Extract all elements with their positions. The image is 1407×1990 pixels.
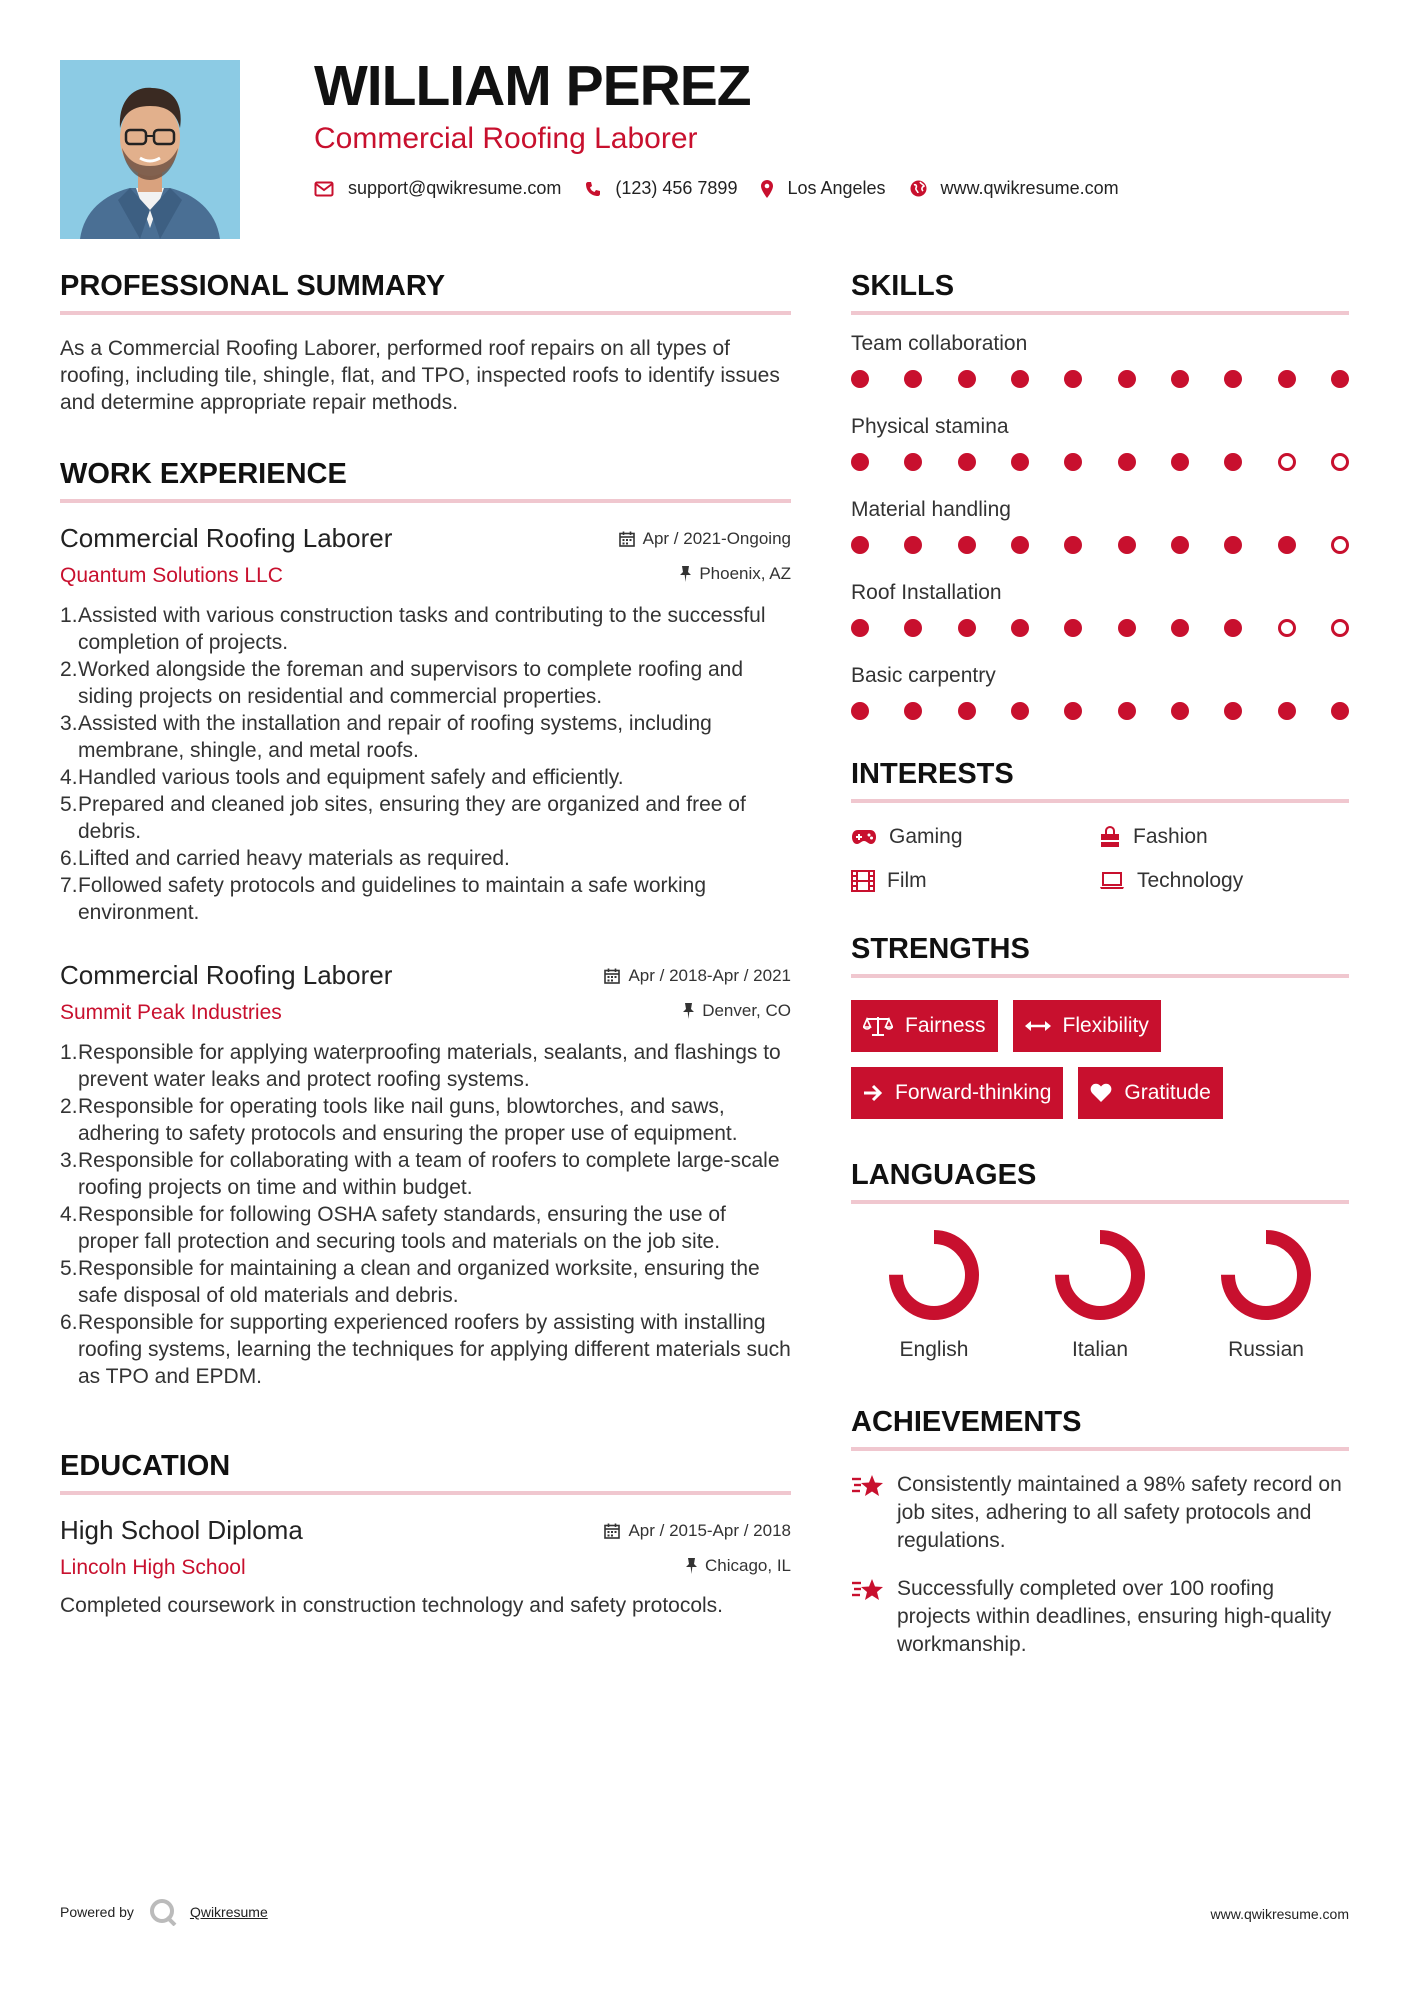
experience-section [60,460,791,1390]
language-item [1183,1228,1349,1362]
strengths-section [851,935,1349,1119]
rating-dot-filled [1278,370,1296,388]
phone-icon [585,181,601,197]
language-level-ring [1053,1228,1147,1322]
powered-by-text: Powered by [60,1904,134,1920]
languages-section [851,1161,1349,1362]
rating-dot-filled [1171,370,1189,388]
rating-dot-filled [1064,536,1082,554]
strength-label: Gratitude [1124,1081,1211,1104]
rating-dot-filled [1224,370,1242,388]
job-date-text: Apr / 2018-Apr / 2021 [628,966,791,985]
globe-icon [910,180,927,197]
interest-item [1099,825,1349,849]
skills-section [851,272,1349,720]
arrow-right-icon [863,1084,883,1102]
rating-dot-filled [958,619,976,637]
skill-name: Basic carpentry [851,664,996,687]
duty-item: Assisted with various construction tasks and contributing to the successful completion of projects. [78,604,766,654]
rating-dot-filled [1011,536,1029,554]
duty-item: Assisted with the installation and repair of roofing systems, including membrane, shingle, and metal roofs. [78,712,712,762]
experience-heading: WORK EXPERIENCE [60,460,791,503]
job-title: Commercial Roofing Laborer [60,523,393,553]
job-entry [60,523,791,926]
interest-label: Fashion [1133,825,1208,848]
duty-item: Prepared and cleaned job sites, ensuring they are organized and free of debris. [78,793,746,843]
job-location-text: Phoenix, AZ [699,564,791,583]
duty-item: Responsible for operating tools like nail guns, blowtorches, and saws, adhering to safety protocols and ensuring the proper use of equipment. [78,1095,738,1145]
interests-list [851,825,1349,893]
duty-item: Responsible for collaborating with a team of roofers to complete large-scale roofing projects on time and within budget. [78,1149,780,1199]
job-duties [60,602,791,926]
language-name: Russian [1228,1338,1304,1361]
job-entry [60,960,791,1390]
skill-item [851,665,1349,720]
qwikresume-logo-icon [148,1898,178,1926]
rating-dot-filled [1278,702,1296,720]
balance-scale-icon [863,1015,893,1037]
job-duties [60,1039,791,1390]
contact-email-text: support@qwikresume.com [348,178,562,198]
language-item [851,1228,1017,1362]
job-location [683,1001,791,1021]
laptop-icon [1099,872,1125,890]
rating-dot-filled [1171,536,1189,554]
language-name: Italian [1071,1338,1129,1361]
footer-website[interactable]: www.qwikresume.com [1210,1906,1349,1922]
skill-name: Roof Installation [851,581,1002,604]
rating-dot-filled [958,370,976,388]
contact-website[interactable] [910,178,1119,199]
achievements-heading: ACHIEVEMENTS [851,1408,1349,1451]
rating-dot-filled [958,536,976,554]
envelope-icon [314,181,334,197]
rating-dot-filled [1118,619,1136,637]
duty-item: Responsible for maintaining a clean and organized worksite, ensuring the safe disposal of old materials and debris. [78,1257,760,1307]
pushpin-icon [683,1003,694,1019]
skill-rating [851,702,1349,720]
duty-item: Responsible for applying waterproofing materials, sealants, and flashings to prevent water leaks and protect roofing systems. [78,1041,781,1091]
interest-label: Technology [1137,869,1244,892]
map-marker-icon [761,180,773,198]
rating-dot-filled [851,536,869,554]
film-icon [851,870,875,892]
rating-dot-filled [1224,702,1242,720]
education-location [686,1556,791,1576]
rating-dot-filled [958,453,976,471]
job-company: Summit Peak Industries [60,1001,282,1024]
languages-heading: LANGUAGES [851,1161,1349,1204]
strengths-heading: STRENGTHS [851,935,1349,978]
rating-dot-filled [1224,453,1242,471]
education-description: Completed coursework in construction technology and safety protocols. [60,1594,724,1617]
skill-rating [851,536,1349,554]
strength-label: Forward-thinking [895,1081,1052,1104]
rating-dot-filled [1064,370,1082,388]
rating-dot-empty [1331,536,1349,554]
strength-badge [1013,1000,1161,1052]
strengths-list [851,1000,1349,1119]
skill-rating [851,619,1349,637]
achievement-item [851,1471,1349,1555]
education-location-text: Chicago, IL [705,1556,791,1575]
shopping-bag-icon [1099,826,1121,848]
strength-label: Flexibility [1062,1014,1149,1037]
education-heading: EDUCATION [60,1452,791,1495]
education-date [604,1521,791,1541]
job-location [680,564,791,584]
interest-label: Film [887,869,927,892]
rating-dot-filled [1171,453,1189,471]
rating-dot-empty [1331,453,1349,471]
skill-item [851,582,1349,637]
rating-dot-filled [851,702,869,720]
languages-list [851,1228,1349,1362]
duty-item: Handled various tools and equipment safely and efficiently. [78,766,624,789]
strength-label: Fairness [905,1014,986,1037]
summary-heading: PROFESSIONAL SUMMARY [60,272,791,315]
skill-name: Team collaboration [851,332,1028,355]
qwikresume-link[interactable]: Qwikresume [189,1904,268,1920]
skill-item [851,499,1349,554]
achievement-text: Consistently maintained a 98% safety record on job sites, adhering to all safety protocols and regulations. [897,1473,1342,1552]
rating-dot-filled [904,370,922,388]
rating-dot-filled [1064,702,1082,720]
job-location-text: Denver, CO [702,1001,791,1020]
candidate-name: WILLIAM PEREZ [314,54,751,118]
summary-section [60,272,791,416]
calendar-icon [604,1523,620,1539]
strength-badge [851,1000,998,1052]
gamepad-icon [851,829,877,845]
job-date [619,529,791,549]
rating-dot-filled [1064,619,1082,637]
contact-bar [314,178,1143,199]
rating-dot-filled [958,702,976,720]
skill-rating [851,370,1349,388]
rating-dot-filled [904,536,922,554]
interest-item [851,869,1099,893]
duty-item: Responsible for following OSHA safety standards, ensuring the use of proper fall protection and securing tools and materials on the job site. [78,1203,726,1253]
language-level-ring [887,1228,981,1322]
degree-title: High School Diploma [60,1515,303,1545]
interests-section [851,760,1349,893]
rating-dot-filled [1224,536,1242,554]
contact-website-text: www.qwikresume.com [940,178,1119,198]
skill-item [851,333,1349,388]
arrows-horizontal-icon [1025,1019,1051,1033]
interests-heading: INTERESTS [851,760,1349,803]
contact-phone-text: (123) 456 7899 [615,178,738,198]
rating-dot-filled [1331,370,1349,388]
contact-email[interactable] [314,178,561,199]
rating-dot-filled [1171,619,1189,637]
rating-dot-filled [1118,536,1136,554]
job-date-text: Apr / 2021-Ongoing [642,529,791,548]
rating-dot-empty [1331,619,1349,637]
skills-list [851,333,1349,720]
job-title: Commercial Roofing Laborer [60,960,393,990]
shooting-star-icon [851,1577,885,1603]
rating-dot-filled [1331,702,1349,720]
job-company: Quantum Solutions LLC [60,564,283,587]
rating-dot-filled [904,702,922,720]
heart-icon [1090,1083,1112,1103]
strength-badge [851,1067,1063,1119]
education-date-text: Apr / 2015-Apr / 2018 [628,1521,791,1540]
contact-phone[interactable] [585,178,737,199]
candidate-title: Commercial Roofing Laborer [314,122,698,155]
rating-dot-filled [904,453,922,471]
contact-location-text: Los Angeles [787,178,886,198]
profile-photo [60,60,240,239]
skill-rating [851,453,1349,471]
rating-dot-filled [1278,536,1296,554]
calendar-icon [604,968,620,984]
rating-dot-filled [1011,619,1029,637]
footer-powered-by [60,1898,268,1926]
rating-dot-filled [851,370,869,388]
achievement-text: Successfully completed over 100 roofing projects within deadlines, ensuring high-quality workmanship. [897,1577,1332,1656]
skill-name: Material handling [851,498,1011,521]
skills-heading: SKILLS [851,272,1349,315]
summary-text: As a Commercial Roofing Laborer, performed roof repairs on all types of roofing, including tile, shingle, flat, and TPO, inspected roofs to identify issues and determine appropriate repair methods. [60,337,780,414]
rating-dot-filled [1118,453,1136,471]
education-section [60,1452,791,1619]
achievement-item [851,1575,1349,1659]
shooting-star-icon [851,1473,885,1499]
language-name: English [899,1338,969,1361]
calendar-icon [619,531,635,547]
rating-dot-filled [1118,370,1136,388]
right-column [851,272,1349,1659]
rating-dot-filled [1224,619,1242,637]
interest-label: Gaming [889,825,963,848]
achievements-section [851,1408,1349,1659]
rating-dot-filled [1011,370,1029,388]
rating-dot-empty [1278,453,1296,471]
duty-item: Worked alongside the foreman and supervisors to complete roofing and siding projects on residential and commercial properties. [78,658,743,708]
rating-dot-filled [904,619,922,637]
rating-dot-filled [1118,702,1136,720]
language-item [1017,1228,1183,1362]
interest-item [851,825,1099,849]
pushpin-icon [686,1558,697,1574]
language-level-ring [1219,1228,1313,1322]
rating-dot-filled [1011,453,1029,471]
rating-dot-filled [1064,453,1082,471]
interest-item [1099,869,1349,893]
rating-dot-filled [1171,702,1189,720]
rating-dot-empty [1278,619,1296,637]
strength-badge [1078,1067,1222,1119]
education-entry [60,1515,791,1619]
rating-dot-filled [1011,702,1029,720]
duty-item: Responsible for supporting experienced roofers by assisting with installing roofing systems, learning the techniques for applying different materials such as TPO and EPDM. [78,1311,791,1388]
skill-item [851,416,1349,471]
job-date [604,966,791,986]
duty-item: Lifted and carried heavy materials as required. [78,847,510,870]
school-name: Lincoln High School [60,1556,246,1579]
duty-item: Followed safety protocols and guidelines to maintain a safe working environment. [78,874,707,924]
rating-dot-filled [851,453,869,471]
contact-location [761,178,885,199]
rating-dot-filled [851,619,869,637]
left-column [60,272,791,1619]
pushpin-icon [680,566,691,582]
skill-name: Physical stamina [851,415,1009,438]
